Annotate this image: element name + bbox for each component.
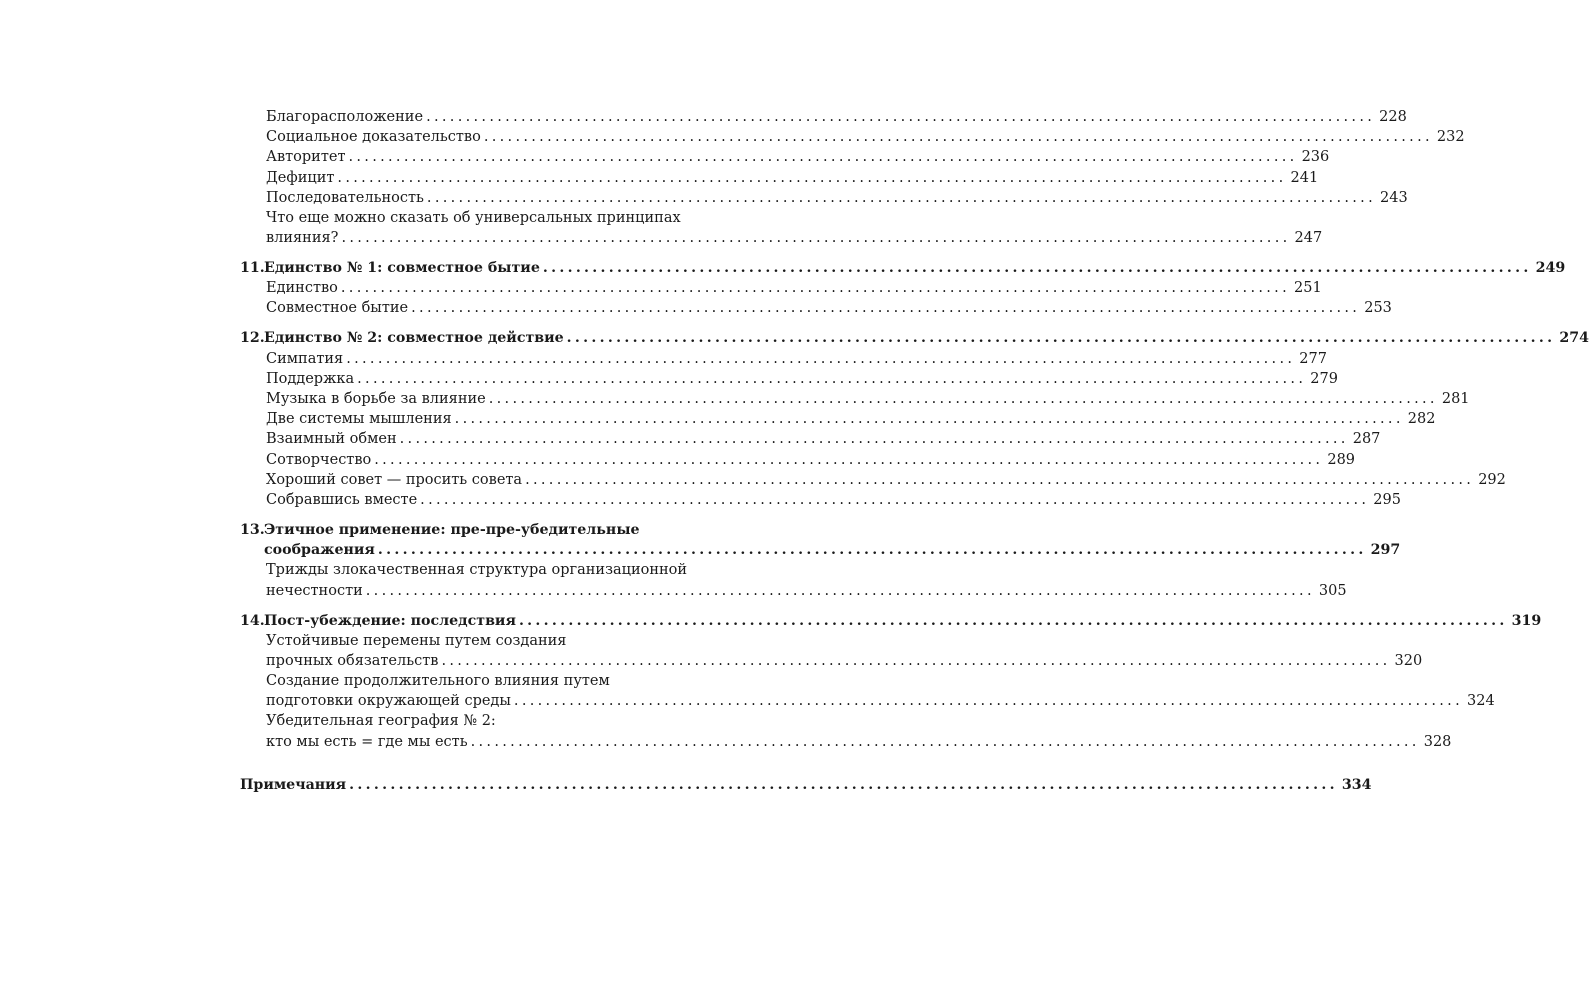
toc-entry-page: 228 — [1379, 109, 1407, 125]
leader-dots: ........................................................................................................................ — [542, 260, 1532, 277]
leader-dots: ........................................................................................................................ — [488, 391, 1438, 408]
toc-entry-page: 305 — [1318, 582, 1347, 599]
toc-entry-page: 253 — [1364, 300, 1392, 317]
toc-entry[interactable] — [240, 429, 1381, 449]
toc-entry-title: Поддержка — [266, 370, 355, 387]
chapter-title: Единство № 2: совместное действие — [264, 330, 564, 347]
toc-entry-title: Взаимный обмен — [266, 431, 397, 448]
toc-entry-title: Авторитет — [266, 149, 346, 166]
toc-entry-title-first-line[interactable]: Убедительная география № 2: — [266, 713, 496, 730]
chapter-title: Единство № 1: совместное бытие — [264, 260, 540, 277]
chapter-number: 11. — [240, 260, 265, 277]
toc-entry-title: Собравшись вместе — [266, 491, 418, 508]
table-of-contents — [240, 107, 1589, 795]
leader-dots: ........................................................................................................................ — [357, 370, 1307, 387]
toc-entry[interactable] — [240, 188, 1408, 208]
toc-entry[interactable] — [240, 450, 1356, 470]
toc-entry-page: 295 — [1373, 491, 1401, 508]
toc-entry-title-first-line[interactable]: Что еще можно сказать об универсальных принципах — [266, 209, 681, 226]
toc-entry-page: 289 — [1327, 451, 1356, 468]
toc-chapter-first-line[interactable] — [240, 520, 712, 540]
toc-entry[interactable] — [240, 409, 1436, 429]
leader-dots: ........................................................................................................................ — [426, 109, 1376, 125]
notes-page: 334 — [1341, 776, 1372, 793]
toc-entry-page: 241 — [1290, 169, 1319, 186]
chapter-page: 319 — [1511, 612, 1542, 629]
toc-entry-title: Единство — [266, 280, 338, 297]
spacer — [240, 601, 712, 611]
toc-entry-title: прочных обязательств — [266, 652, 439, 669]
toc-entry-page: 232 — [1436, 129, 1465, 146]
leader-dots: ........................................................................................................................ — [525, 471, 1475, 488]
toc-entry[interactable] — [240, 298, 1392, 318]
leader-dots: ........................................................................................................................ — [483, 129, 1433, 146]
toc-entry[interactable] — [240, 127, 1465, 147]
toc-entry[interactable] — [240, 581, 1347, 601]
toc-entry-title: Хороший совет — просить совета — [266, 471, 523, 488]
toc-entry-title: подготовки окружающей среды — [266, 693, 511, 710]
toc-chapter[interactable] — [240, 258, 1566, 278]
toc-chapter[interactable] — [240, 328, 1589, 348]
chapter-page: 274 — [1559, 330, 1589, 347]
leader-dots: ........................................................................................................................ — [348, 149, 1298, 166]
chapter-number: 14. — [240, 612, 265, 629]
leader-dots: ........................................................................................................................ — [411, 300, 1361, 317]
toc-entry-page: 292 — [1478, 471, 1506, 488]
toc-entry[interactable] — [240, 470, 1506, 490]
toc-entry-title: нечестности — [266, 582, 363, 599]
toc-entry-page: 324 — [1467, 693, 1495, 710]
leader-dots: ........................................................................................................................ — [470, 733, 1420, 750]
chapter-number: 12. — [240, 330, 265, 347]
leader-dots: ........................................................................................................................ — [518, 612, 1508, 629]
toc-entry-page: 251 — [1294, 280, 1322, 297]
toc-entry-title-first-line[interactable]: Устойчивые перемены путем создания — [266, 632, 567, 649]
leader-dots: ........................................................................................................................ — [349, 776, 1338, 793]
toc-entry-title: влияния? — [266, 230, 339, 247]
leader-dots: ........................................................................................................................ — [441, 652, 1391, 669]
toc-entry[interactable] — [240, 651, 1423, 671]
leader-dots: ........................................................................................................................ — [426, 189, 1377, 206]
leader-dots: ........................................................................................................................ — [377, 542, 1367, 559]
chapter-title: соображения — [264, 542, 375, 559]
leader-dots: ........................................................................................................................ — [566, 330, 1556, 347]
toc-entry-title: Совместное бытие — [266, 300, 409, 317]
toc-entry-page: 282 — [1407, 411, 1436, 428]
leader-dots: ........................................................................................................................ — [346, 350, 1296, 367]
toc-entry-title: Симпатия — [266, 350, 344, 367]
toc-entry-page: 243 — [1380, 189, 1408, 206]
toc-entry-title: Социальное доказательство — [266, 129, 481, 146]
toc-entry-title: Последовательность — [266, 189, 424, 206]
toc-entry-title-first-line[interactable]: Создание продолжительного влияния путем — [266, 673, 610, 690]
leader-dots: ........................................................................................................................ — [374, 451, 1324, 468]
leader-dots: ........................................................................................................................ — [399, 431, 1349, 448]
toc-entry[interactable] — [240, 147, 1330, 167]
chapter-title: Пост-убеждение: последствия — [264, 612, 516, 629]
toc-entry[interactable] — [240, 389, 1470, 409]
spacer — [240, 248, 712, 258]
toc-entry[interactable] — [240, 691, 1495, 711]
toc-entry-title: Музыка в борьбе за влияние — [266, 391, 486, 408]
chapter-number: 13. — [240, 521, 265, 538]
spacer — [240, 319, 712, 329]
toc-entry[interactable] — [240, 107, 1407, 127]
toc-entry-title: Сотворчество — [266, 451, 372, 468]
toc-entry[interactable] — [240, 349, 1327, 369]
leader-dots: ........................................................................................................................ — [365, 582, 1315, 599]
toc-entry-page: 287 — [1352, 431, 1381, 448]
notes-title: Примечания — [240, 776, 347, 793]
toc-chapter[interactable] — [240, 611, 1542, 631]
toc-entry-page: 277 — [1299, 350, 1327, 367]
toc-entry[interactable] — [240, 732, 1452, 752]
leader-dots: ........................................................................................................................ — [337, 169, 1287, 186]
toc-entry-title: кто мы есть = где мы есть — [266, 733, 468, 750]
toc-entry[interactable] — [240, 278, 1322, 298]
toc-entry-page: 328 — [1423, 733, 1452, 750]
toc-entry[interactable] — [240, 490, 1401, 510]
leader-dots: ........................................................................................................................ — [420, 491, 1370, 508]
toc-entry-title-first-line[interactable]: Трижды злокачественная структура организационной — [266, 562, 688, 579]
chapter-page: 249 — [1535, 260, 1566, 277]
toc-entry-page: 247 — [1294, 230, 1323, 247]
toc-entry-title: Две системы мышления — [266, 411, 452, 428]
chapter-page: 297 — [1370, 542, 1401, 559]
toc-entry[interactable] — [240, 369, 1338, 389]
chapter-title: Этичное применение: пре-пре-убедительные — [264, 521, 640, 538]
toc-chapter[interactable] — [240, 540, 1401, 560]
leader-dots: ........................................................................................................................ — [341, 230, 1291, 247]
spacer — [240, 510, 712, 520]
leader-dots: ........................................................................................................................ — [454, 411, 1404, 428]
toc-entry-title: Дефицит — [266, 169, 335, 186]
toc-notes[interactable] — [240, 775, 1372, 795]
toc-entry-page: 281 — [1441, 391, 1470, 408]
toc-entry[interactable] — [240, 168, 1319, 188]
toc-entry[interactable] — [240, 228, 1323, 248]
toc-entry-page: 320 — [1394, 652, 1423, 669]
toc-entry-page: 279 — [1310, 370, 1338, 387]
leader-dots: ........................................................................................................................ — [340, 280, 1290, 297]
toc-entry-page: 236 — [1301, 149, 1330, 166]
leader-dots: ........................................................................................................................ — [513, 693, 1464, 710]
toc-entry-title: Благорасположение — [266, 109, 424, 125]
spacer — [240, 752, 712, 775]
